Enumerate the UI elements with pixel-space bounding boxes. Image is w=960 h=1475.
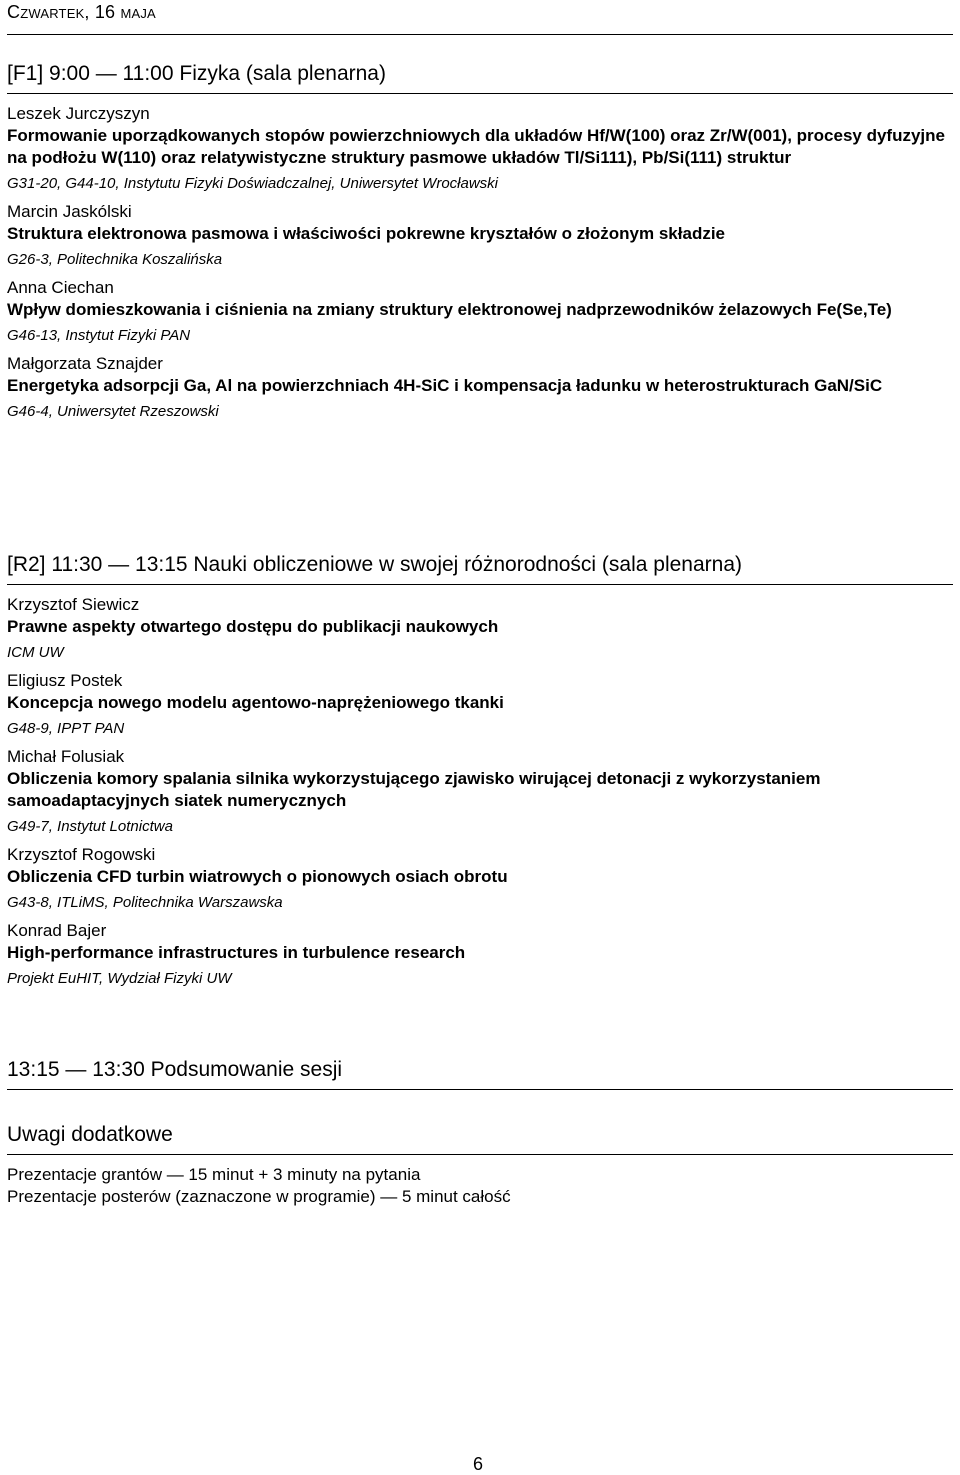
page-number: 6 — [473, 1454, 484, 1474]
talk-title: Formowanie uporządkowanych stopów powierzchniowych dla układów Hf/W(100) oraz Zr/W(001), procesy dyfuzyjne na podłożu W(110) oraz relatywistyczne struktury pasmowe układów Tl/Si111), Pb/Si(111) struktur — [7, 126, 945, 167]
talk-entry — [7, 103, 953, 195]
talk-author: Konrad Bajer — [7, 921, 107, 940]
talk-author: Krzysztof Rogowski — [7, 845, 156, 864]
talk-affiliation: Projekt EuHIT, Wydział Fizyki UW — [7, 970, 232, 987]
talk-entry — [7, 920, 953, 990]
talk-entry — [7, 277, 953, 347]
section-title: [R2] 11:30 — 13:15 Nauki obliczeniowe w swojej różnorodności (sala plenarna) — [7, 553, 953, 585]
talk-author: Małgorzata Sznajder — [7, 354, 163, 373]
section-title: 13:15 — 13:30 Podsumowanie sesji — [7, 1058, 953, 1090]
section-notes — [7, 1123, 953, 1208]
talk-author: Krzysztof Siewicz — [7, 595, 140, 614]
talk-affiliation: G49-7, Instytut Lotnictwa — [7, 818, 173, 835]
section-summary — [7, 1058, 953, 1090]
talk-title: Koncepcja nowego modelu agentowo-naprężeniowego tkanki — [7, 693, 504, 712]
talk-title: Wpływ domieszkowania i ciśnienia na zmiany struktury elektronowej nadprzewodników żelazowych Fe(Se,Te) — [7, 300, 892, 319]
talk-author: Marcin Jaskólski — [7, 202, 132, 221]
talk-entry — [7, 844, 953, 914]
day-header-text: Czwartek, 16 maja — [7, 2, 156, 22]
talk-author: Eligiusz Postek — [7, 671, 123, 690]
talk-author: Anna Ciechan — [7, 278, 114, 297]
talk-author: Michał Folusiak — [7, 747, 125, 766]
talk-title: Obliczenia CFD turbin wiatrowych o pionowych osiach obrotu — [7, 867, 508, 886]
talk-entry — [7, 670, 953, 740]
talk-entry — [7, 201, 953, 271]
talk-affiliation: G31-20, G44-10, Instytutu Fizyki Doświadczalnej, Uniwersytet Wrocławski — [7, 175, 499, 192]
note-item: Prezentacje posterów (zaznaczone w programie) — 5 minut całość — [7, 1187, 511, 1206]
talk-title: Energetyka adsorpcji Ga, Al na powierzchniach 4H-SiC i kompensacja ładunku w heterostrukturach GaN/SiC — [7, 376, 883, 395]
section-physics — [7, 62, 953, 423]
section-computational — [7, 553, 953, 990]
talk-affiliation: G26-3, Politechnika Koszalińska — [7, 251, 223, 268]
talk-entry — [7, 746, 953, 838]
note-item: Prezentacje grantów — 15 minut + 3 minuty na pytania — [7, 1165, 421, 1184]
talk-affiliation: G43-8, ITLiMS, Politechnika Warszawska — [7, 894, 283, 911]
talk-affiliation: G46-13, Instytut Fizyki PAN — [7, 327, 191, 344]
talk-affiliation: G46-4, Uniwersytet Rzeszowski — [7, 403, 219, 420]
talk-affiliation: ICM UW — [7, 644, 64, 661]
talk-entry — [7, 594, 953, 664]
section-title: Uwagi dodatkowe — [7, 1123, 953, 1155]
talk-author: Leszek Jurczyszyn — [7, 104, 150, 123]
talk-title: Prawne aspekty otwartego dostępu do publikacji naukowych — [7, 617, 499, 636]
talk-affiliation: G48-9, IPPT PAN — [7, 720, 125, 737]
day-header — [7, 0, 953, 35]
notes-list — [7, 1164, 953, 1208]
talk-entry — [7, 353, 953, 423]
talk-title: High-performance infrastructures in turbulence research — [7, 943, 466, 962]
section-title: [F1] 9:00 — 11:00 Fizyka (sala plenarna) — [7, 62, 953, 94]
talk-title: Struktura elektronowa pasmowa i właściwości pokrewne kryształów o złożonym składzie — [7, 224, 726, 243]
talk-title: Obliczenia komory spalania silnika wykorzystującego zjawisko wirującej detonacji z wykorzystaniem samoadaptacyjnych siatek numerycznych — [7, 769, 821, 810]
